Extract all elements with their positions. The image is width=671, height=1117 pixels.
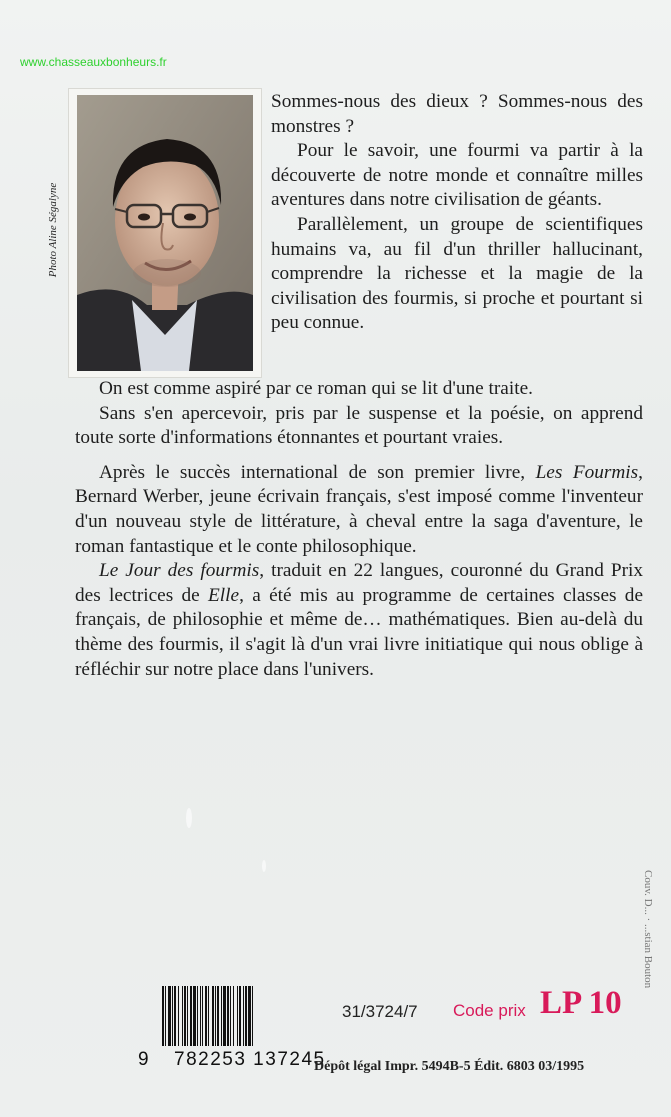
photo-credit: Photo Aline Ségalyne — [47, 182, 59, 278]
barcode-digits: 782253 137245 — [174, 1049, 326, 1070]
intro-question: Sommes-nous des dieux ? Sommes-nous des monstres ? — [271, 91, 643, 137]
main-paragraph-3 — [75, 461, 643, 559]
price-code-label: Code prix — [453, 1001, 526, 1020]
author-photo — [68, 88, 262, 378]
main-paragraph-3-start: Après le succès international de son premier livre, — [99, 461, 536, 483]
main-paragraph-1: On est comme aspiré par ce roman qui se lit d'une traite. — [99, 378, 533, 399]
paper-mark — [186, 808, 192, 828]
main-paragraph-4 — [75, 559, 643, 682]
cover-credit: Couv. D... · ...stian Bouton — [642, 870, 654, 989]
main-paragraph-2: Sans s'en apercevoir, pris par le suspense et la poésie, on apprend toute sorte d'informations étonnantes et pourtant vraies. — [75, 402, 643, 449]
author-portrait — [77, 95, 253, 371]
barcode-lead-digit: 9 — [138, 1049, 149, 1070]
intro-paragraph-2: Parallèlement, un groupe de scientifiques humains va, au fil d'un thriller hallucinant, comprendre la richesse et la magie de la civilisation des fourmis, si proche et pourtant si peu connue. — [271, 213, 643, 334]
reference-number: 31/3724/7 — [342, 1002, 418, 1021]
price-code: LP 10 — [540, 985, 622, 1021]
magazine-title-elle: Elle — [208, 584, 240, 606]
intro-paragraph-1: Pour le savoir, une fourmi va partir à la découverte de notre monde et connaître milles aventures dans notre civilisation de géants. — [271, 140, 643, 211]
main-paragraph-3-end: , Bernard Werber, jeune écrivain français, s'est imposé comme l'inventeur d'un nouveau style de littérature, à cheval entre la saga d'aventure, le roman fantastique et le conte philosophique. — [75, 461, 643, 557]
main-paragraph-4-end: , a été mis au programme de certaines classes de français, de philosophie et même de… mathématiques. Bien au-delà du thème des fourmis, il s'agit là d'un vrai livre initiatique qui nous oblige à réfléchir sur notre place dans l'univers. — [75, 584, 643, 680]
main-text — [75, 377, 643, 682]
book-title-les-fourmis: Les Fourmis — [535, 461, 639, 483]
book-title-le-jour-des-fourmis: Le Jour des fourmis — [99, 560, 260, 582]
intro-text — [271, 90, 643, 336]
main-paragraph-4-middle: , traduit en 22 langues, couronné du Grand Prix des lectrices de — [75, 560, 643, 606]
paper-mark — [262, 860, 266, 872]
legal-deposit: Dépôt légal Impr. 5494B-5 Édit. 6803 03/1995 — [314, 1059, 585, 1074]
watermark-url: www.chasseauxbonheurs.fr — [20, 55, 167, 69]
